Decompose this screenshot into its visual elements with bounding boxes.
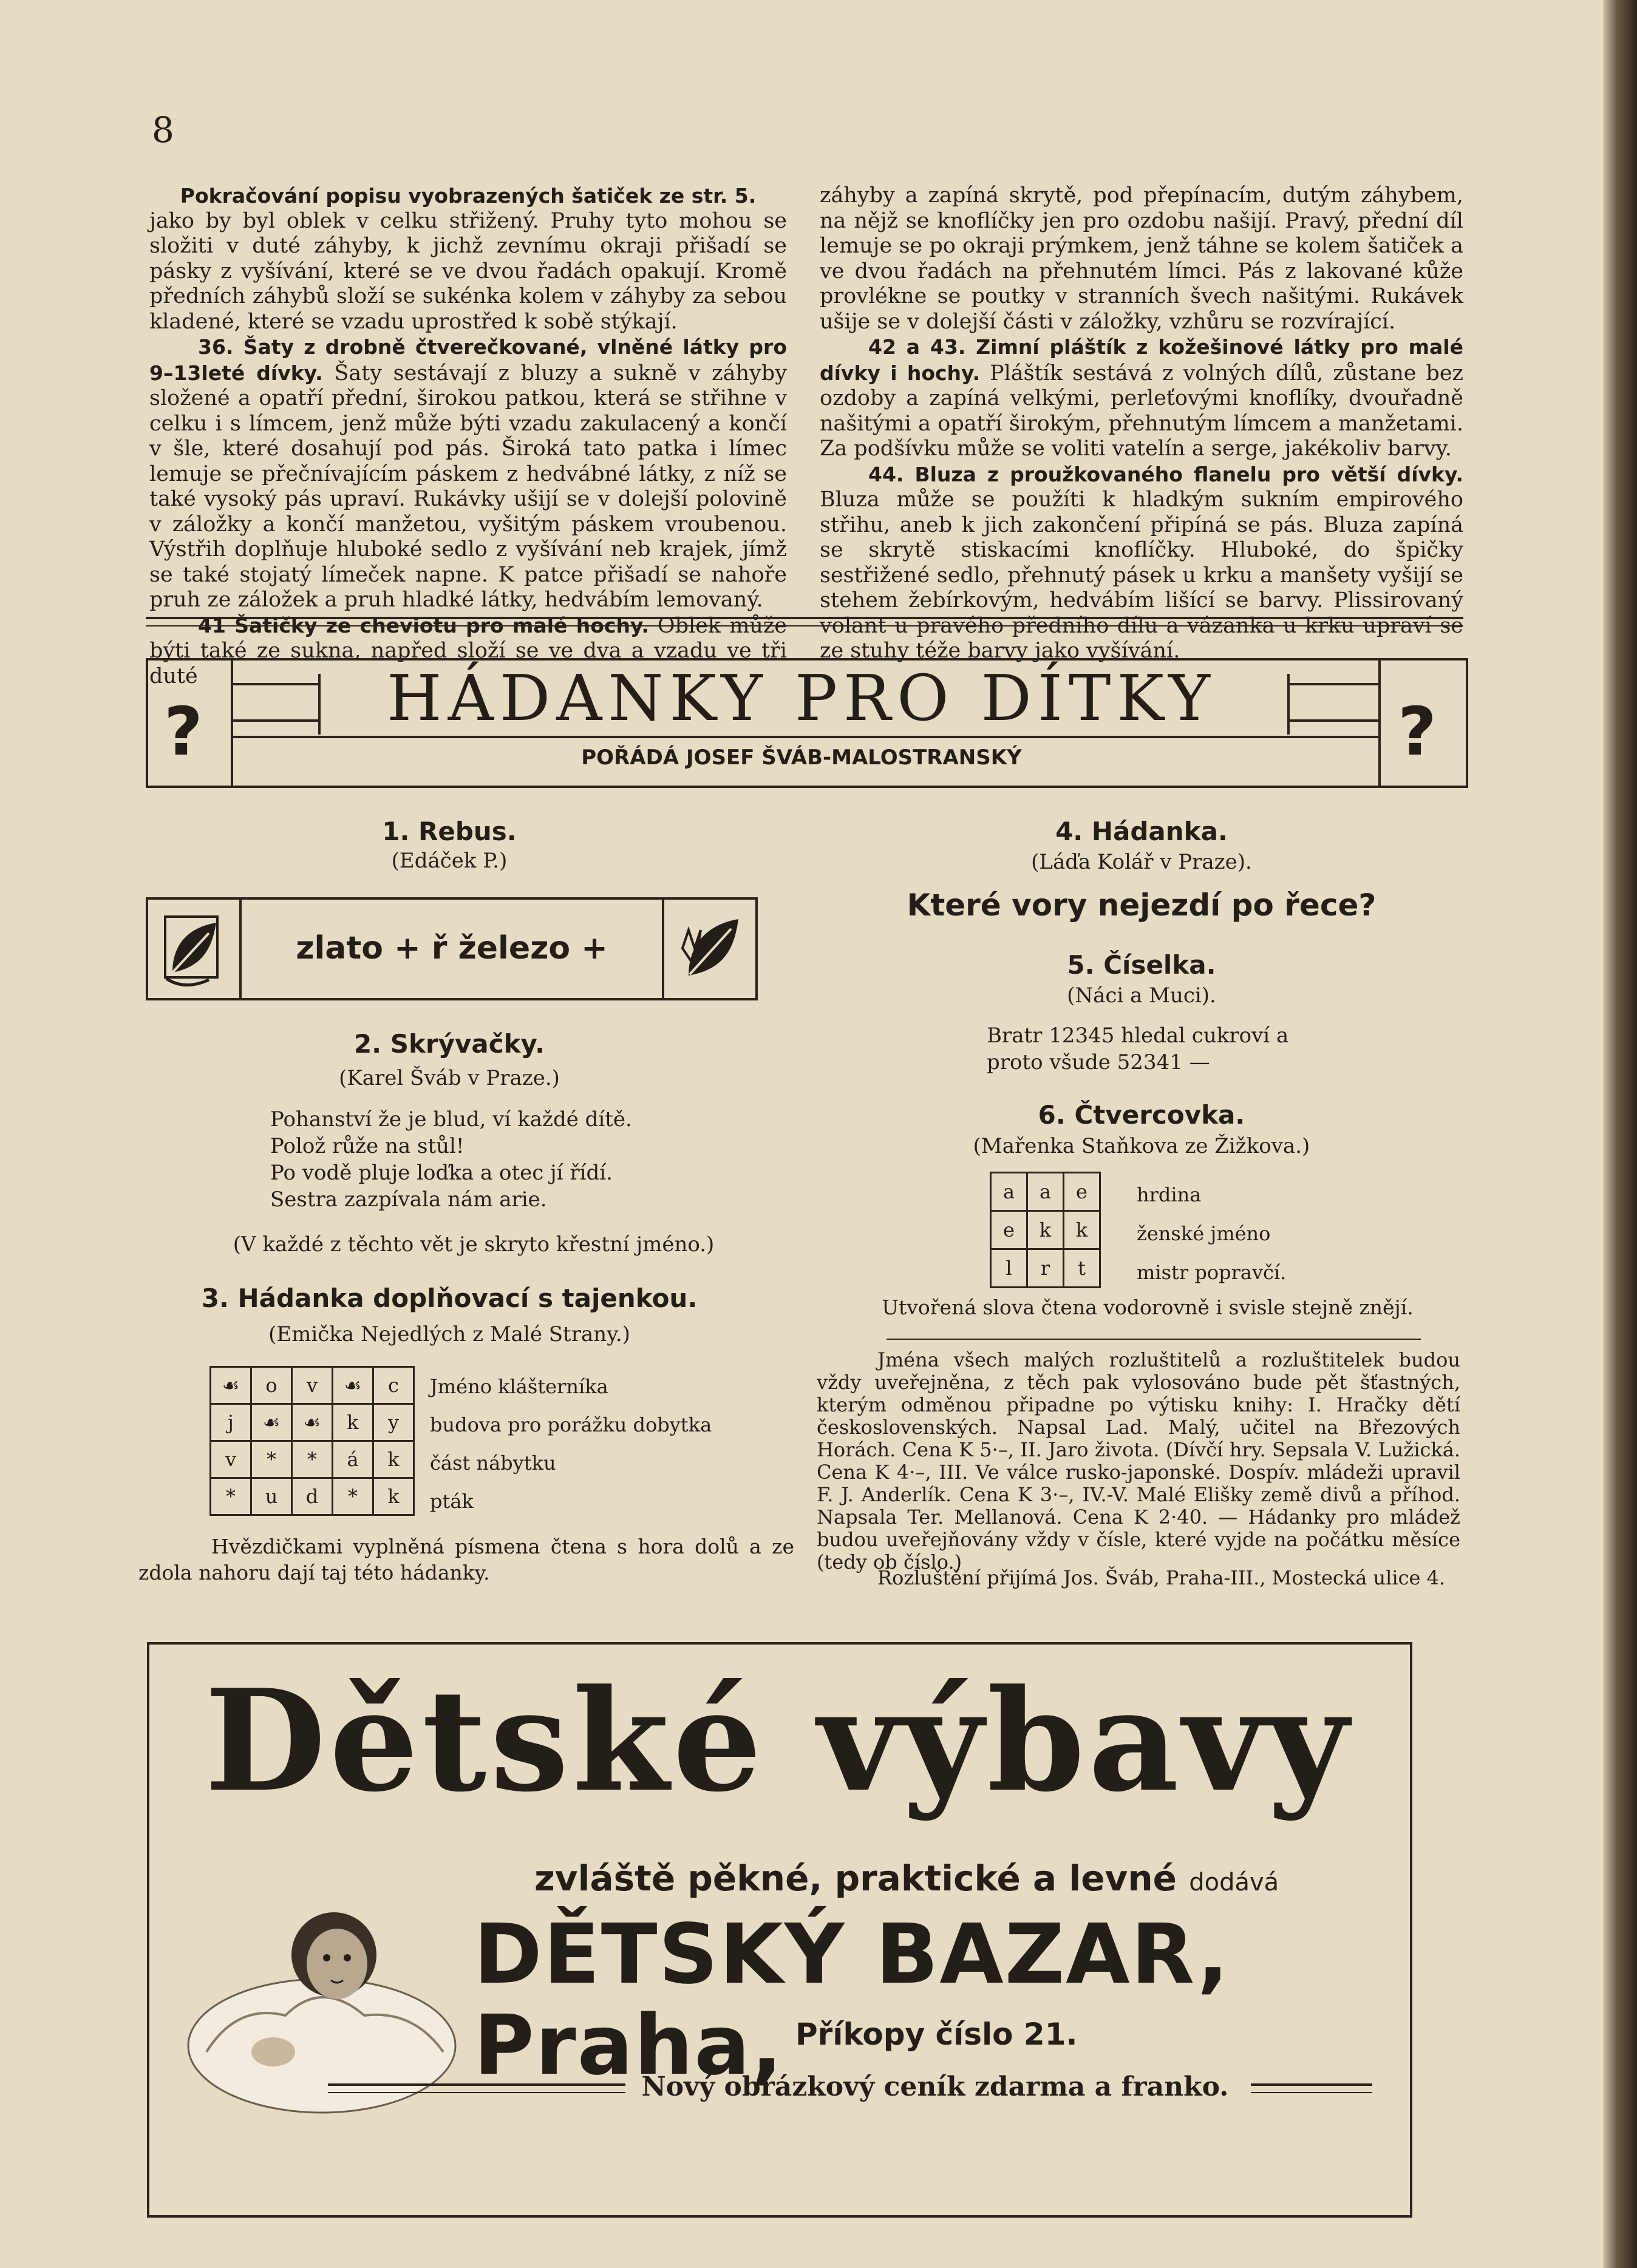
divider [1287,683,1378,685]
doplnovaci-author: (Emička Nejedlých z Malé Strany.) [268,1322,630,1346]
divider [328,2092,625,2093]
advert-tagline-small: dodává [1189,1869,1279,1896]
ctvercovka-note: Utvořená slova čtena vodorovně i svisle stejně znějí. [882,1295,1414,1319]
hadanka4-author: (Láďa Kolář v Praze). [1031,850,1252,874]
advert-title: Dětské výbavy [205,1659,1352,1823]
grid-cell: ☙ [292,1404,333,1441]
skryvacky-lines [270,1106,756,1213]
grid-cell: t [1064,1249,1100,1288]
rebus-author: (Edáček P.) [391,849,508,873]
paragraph: jako by byl oblek v celku střižený. Pruhy tyto mohou se složiti v duté záhyby, k jichž zevnímu okraji přišadí se pásky z vyšívání, které se ve dvou řadách opakují. Kromě předních záhybů složí se sukénka kolem v záhyby za sebou kladené, které se vzadu uprostřed k sobě stýkají. [149,208,787,334]
ciselka-title: 5. Číselka. [1067,950,1216,980]
paragraph: záhyby a zapíná skrytě, pod přepínacím, dutým záhybem, na nějž se knoflíčky jen pro ozdobu našijí. Pravý, přední díl lemuje se po okraji prýmkem, jenž táhne se kolem šatiček a ve dvou řadách na přehnutém límci. Pás z lakované kůže provlékne se poutky v stranních švech našitými. Rukávek ušije se v dolejší části v záložky, vzhůru se rozvírající. [820,183,1463,334]
item-title: 42 a 43. Zimní pláštík z kožešinové látky pro malé dívky i hochy. [820,335,1463,385]
divider [233,736,1378,738]
doplnovaci-grid [209,1366,415,1516]
grid-cell: * [333,1478,373,1515]
grid-cell: * [211,1478,251,1515]
divider [233,683,318,685]
question-mark-icon: ? [164,693,203,770]
divider [1378,658,1381,786]
divider [233,719,318,722]
grid-cell: k [1064,1211,1100,1249]
grid-cell: ☙ [333,1367,373,1404]
announcement-text: Jména všech malých rozluštitelů a rozluštitelek budou vždy uveřejněna, z těch pak vylosováno bude pět šťastných, kterým odměnou připadne po výtisku knihy: I. Hračky dětí československých. Napsal Lad. Malý, učitel na Březových Horách. Cena K 5·–, II. Jaro života. (Dívčí hry. Sepsala V. Lužická. Cena K 4·–, III. Ve válce rusko-japonské. Dospív. mládeži upravil F. J. Anderlík. Cena K 3·–, IV.-V. Malé Elišky země divů a příhod. Napsala Ter. Mellanová. Cena K 2·40. — Hádanky pro mládež budou uveřejňovány vždy v čísle, které vyjde na počátku měsíce (tedy ob číslo.) [817,1348,1460,1574]
grid-cell: a [1027,1173,1064,1211]
ctvercovka-clues [1137,1175,1380,1292]
question-mark-icon: ? [1398,693,1437,770]
divider [1251,2083,1372,2086]
clue: hrdina [1137,1183,1202,1206]
advert-address: Příkopy číslo 21. [795,2017,1078,2052]
skryvacky-title: 2. Skrývačky. [353,1029,545,1059]
grid-cell: ☙ [251,1404,292,1441]
book-spine [1603,0,1637,2268]
paragraph [820,462,1463,664]
item-title: 36. Šaty z drobně čtverečkované, vlněné látky pro 9–13leté dívky. [149,335,787,385]
clue: budova pro porážku dobytka [430,1413,712,1436]
item-text: Šaty sestávají z bluzy a sukně v záhyby složené a opatří přední, širokou patkou, která se střihne v celku i s límcem, jenž může býti vzadu zakulacený a končí v šle, které dosahují pod pás. Široká tato patka i límec lemuje se přečnívajícím páskem z hedvábné látky, z níž se také vysoký pás upraví. Rukávky ušijí se v dolejší polovině v záložky a končí manžetou, vyšitým páskem vroubenou. Výstřih doplňuje hluboké sedlo z vyšívání neb krajek, jímž se také stojatý límeček napne. K patce přišadí se nahoře pruh ze záložek a pruh hladké látky, hedvábím lemovaný. [149,361,787,612]
continuation-heading: Pokračování popisu vyobrazených šatiček ze str. 5. [180,184,757,208]
divider [1251,2092,1372,2093]
grid-cell: k [333,1404,373,1441]
grid-cell: u [251,1478,292,1515]
left-column [149,183,787,689]
grid-cell: k [373,1441,414,1478]
announcement-address: Rozluštění přijímá Jos. Šváb, Praha-III., Mostecká ulice 4. [877,1566,1446,1589]
divider [146,625,1463,626]
divider [231,658,233,786]
rebus-box [146,897,758,1000]
clue: Jméno klášterníka [430,1375,608,1398]
rebus-title: 1. Rebus. [382,817,517,846]
skryvacky-author: (Karel Šváb v Praze.) [339,1066,560,1090]
paragraph [149,334,787,613]
advert-tagline-text: zvláště pěkné, praktické a levné [534,1858,1177,1899]
advert-company: DĚTSKÝ BAZAR, Praha, [474,1907,1230,2094]
skryvacky-note: (V každé z těchto vět je skryto křestní jméno.) [233,1232,715,1257]
divider [328,2083,625,2086]
grid-cell: l [991,1249,1027,1288]
doplnovaci-clues [430,1368,794,1521]
ctvercovka-grid [990,1172,1101,1288]
divider [146,617,1463,619]
divider [1287,719,1378,722]
item-text: Bluza může se použíti k hladkým sukním empirového střihu, aneb k jich zakončení připíná se pás. Bluza zapíná se skrytě stiskacími knoflíčky. Hluboké, do špičky sestřižené sedlo, přehnutý pásek u krku a manšety vyšijí se stehem žebírkovým, hedvábím lišící se barvy. Plissirovaný volant u pravého předního dílu a vázanka u krku upraví se ze stuhy téže barvy jako vyšívání. [820,487,1463,663]
grid-cell: e [1064,1173,1100,1211]
item-text: Pláštík sestává z volných dílů, zůstane bez ozdoby a zapíná velkými, perleťovými knoflíky, dvouřadně našitými a opatří širokým, přehnutým límcem a manžetami. Za podšívku může se voliti vatelín a serge, jakékoliv barvy. [820,361,1463,461]
advert-tagline [534,1858,1384,1899]
clue: pták [430,1490,474,1513]
divider [1287,674,1290,735]
divider [887,1339,1421,1340]
line: Sestra zazpívala nám arie. [270,1187,547,1212]
grid-cell: v [211,1441,251,1478]
grid-cell: * [251,1441,292,1478]
grid-cell: k [373,1478,414,1515]
grid-cell: v [292,1367,333,1404]
leaf-icon [662,900,755,998]
puzzles-title: HÁDANKY PRO DÍTKY [387,661,1216,735]
leaf-icon [148,900,242,998]
grid-cell: á [333,1441,373,1478]
grid-cell: r [1027,1249,1064,1288]
doplnovaci-note: Hvězdičkami vyplněná písmena čtena s hora dolů a ze zdola nahoru dají taj této hádanky. [138,1535,794,1584]
doplnovaci-title: 3. Hádanka doplňovací s tajenkou. [201,1283,698,1313]
page-number: 8 [152,109,174,151]
paragraph [820,334,1463,462]
grid-cell: y [373,1404,414,1441]
ciselka-text: Bratr 12345 hledal cukroví a proto všude 52341 — [987,1024,1289,1075]
child-illustration [182,1870,468,2127]
ciselka-author: (Náci a Muci). [1067,983,1216,1008]
line: Polož růže na stůl! [270,1134,465,1158]
grid-cell: c [373,1367,414,1404]
hadanka4-title: 4. Hádanka. [1055,817,1228,846]
hadanka4-question: Které vory nejezdí po řece? [907,888,1377,923]
rebus-equation: zlato + ř železo + [296,930,608,966]
item-title: 44. Bluza z proužkovaného flanelu pro větší dívky. [868,462,1463,486]
grid-cell: e [991,1211,1027,1249]
item-text: Oblek může býti také ze sukna, napřed složí se ve dva a vzadu ve tři duté [149,613,787,688]
grid-cell: ☙ [211,1367,251,1404]
puzzles-subtitle: POŘÁDÁ JOSEF ŠVÁB-MALOSTRANSKÝ [581,745,1022,770]
clue: část nábytku [430,1451,556,1475]
line: Pohanství že je blud, ví každé dítě. [270,1107,632,1132]
clue: ženské jméno [1137,1222,1271,1245]
ctvercovka-title: 6. Čtvercovka. [1038,1100,1245,1130]
item-title: 41 Šatičky ze cheviotu pro malé hochy. [198,613,649,637]
grid-cell: d [292,1478,333,1515]
grid-cell: o [251,1367,292,1404]
grid-cell: j [211,1404,251,1441]
grid-cell: * [292,1441,333,1478]
ctvercovka-author: (Mařenka Staňkova ze Žižkova.) [973,1134,1310,1158]
clue: mistr popravčí. [1137,1261,1287,1284]
line: Po vodě pluje loďka a otec jí řídí. [270,1161,613,1185]
grid-cell: k [1027,1211,1064,1249]
right-column [820,183,1463,664]
advert-catalogue: Nový obrázkový ceník zdarma a franko. [641,2071,1229,2102]
grid-cell: a [991,1173,1027,1211]
